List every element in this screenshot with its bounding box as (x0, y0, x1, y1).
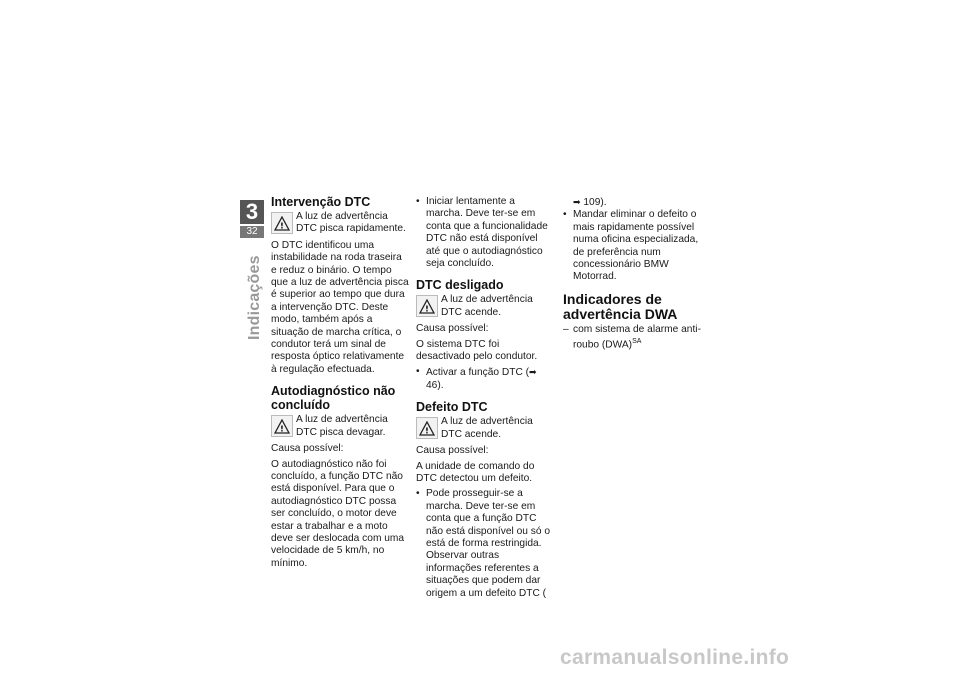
page-ref[interactable]: 46). (426, 379, 444, 391)
indicator-row (416, 294, 554, 319)
indicator-row (271, 211, 409, 236)
dash-item: – com sistema de alarme anti-roubo (DWA)$^{SA}$ (563, 323, 701, 351)
column-1 (271, 195, 409, 573)
heading-dtc-intervention: Intervenção DTC (271, 195, 371, 209)
chapter-number: 3 (240, 200, 264, 224)
indicator-row (271, 414, 409, 439)
cause-label: Causa possível: (416, 323, 489, 335)
bullet-item: • Pode prosseguir-se a marcha. Deve ter-se em conta que a função DTC não está disponível ou só o está de forma restringida. Observar outras informações referentes a situações que podem dar origem a um defeito DTC ( (416, 488, 551, 599)
heading-dwa: Indicadores de advertência DWA (563, 290, 678, 322)
heading-self-diagnosis: Autodiagnóstico não concluído (271, 384, 396, 413)
warning-triangle-icon (271, 415, 293, 437)
bullet-continuation (563, 196, 701, 209)
svg-text:!: ! (280, 221, 284, 230)
paragraph: A unidade de comando do DTC detectou um defeito. (416, 460, 535, 484)
warning-triangle-icon (416, 417, 438, 439)
svg-text:!: ! (280, 424, 284, 434)
paragraph: O autodiagnóstico não foi concluído, a função DTC não está disponível. Para que o autodiagnóstico DTC possa ser concluído, o motor deve estar a trabalhar e a moto deve ser deslocada com uma velocidade de 5 km/h, no mínimo. (271, 458, 405, 569)
watermark: carmanualsonline.info (560, 646, 790, 669)
bullet-item: • Mandar eliminar o defeito o mais rapidamente possível numa oficina especializada, de preferência num concessionário BMW Motorrad. (563, 209, 699, 283)
bullet-item: • Activar a função DTC (➡ 46). (416, 366, 537, 391)
bullet-item: • Iniciar lentamente a marcha. Deve ter-se em conta que a funcionalidade DTC não está disponível até que o autodiagnóstico seja concluído. (416, 196, 548, 270)
section-title: Indicações (246, 255, 263, 340)
cause-label: Causa possível: (271, 443, 344, 455)
indicator-text: A luz de advertência DTC pisca devagar. (296, 414, 388, 438)
warning-triangle-icon (416, 295, 438, 317)
indicator-text: A luz de advertência DTC acende. (441, 416, 533, 440)
svg-text:!: ! (425, 426, 429, 436)
paragraph: O DTC identificou uma instabilidade na roda traseira e reduz o binário. O tempo que a luz de advertência pisca é superior ao tempo que dura a intervenção DTC. Deste modo, também após a situação de marcha crítica, o condutor terá um sinal de resposta óptico relativamente à regulação efectuada. (271, 239, 409, 375)
warning-triangle-icon (271, 212, 293, 234)
indicator-row (416, 416, 554, 441)
svg-text:!: ! (425, 304, 429, 314)
page-number: 32 (240, 226, 264, 238)
paragraph: O sistema DTC foi desactivado pelo condutor. (416, 338, 538, 363)
page-ref[interactable]: 109). (583, 197, 607, 208)
indicator-text: A luz de advertência DTC acende. (441, 294, 533, 318)
column-2 (416, 196, 554, 600)
page-ref-arrow-icon: ➡ (529, 367, 537, 378)
page-ref-arrow-icon: ➡ (573, 197, 581, 207)
indicator-text: A luz de advertência DTC pisca rapidamente. (296, 211, 406, 235)
cause-label: Causa possível: (416, 445, 489, 457)
column-3 (563, 196, 701, 352)
heading-dtc-off: DTC desligado (416, 278, 504, 293)
heading-dtc-fault: Defeito DTC (416, 400, 488, 415)
